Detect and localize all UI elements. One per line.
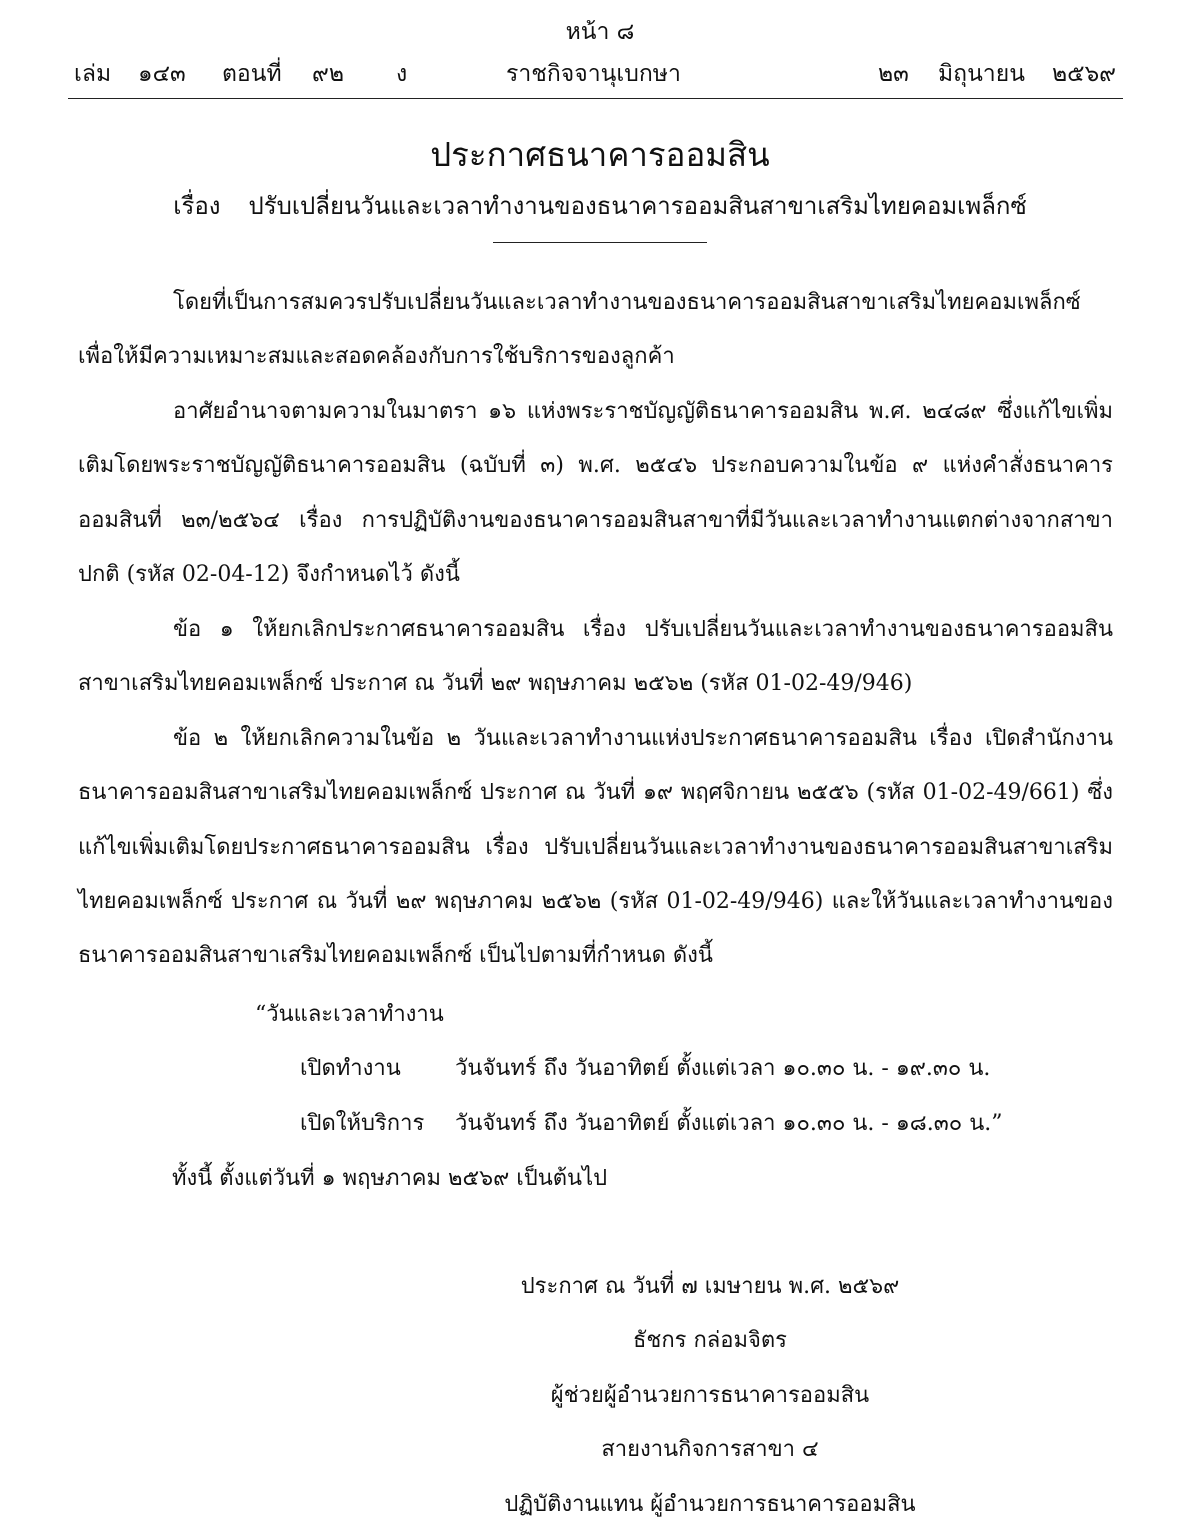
volume-label: เล่ม (74, 61, 112, 87)
paragraph-text: อาศัยอำนาจตามความในมาตรา ๑๖ แห่งพระราชบัญญัติธนาคารออมสิน พ.ศ. ๒๔๘๙ ซึ่งแก้ไขเพิ่มเติมโดยพระราชบัญญัติธนาคารออมสิน (ฉบับที่ ๓) พ.ศ. ๒๕๔๖ ประกอบความในข้อ ๙ แห่งคำสั่งธนาคารออมสินที่ ๒๓/๒๕๖๔ เรื่อง การปฏิบัติงานของธนาคารออมสินสาขาที่มีวันและเวลาทำงานแตกต่างจากสาขาปกติ (รหัส 02-04-12) จึงกำหนดไว้ ดังนี้ (78, 399, 1113, 587)
signatory-acting: ปฏิบัติงานแทน ผู้อำนวยการธนาคารออมสิน (504, 1492, 916, 1517)
paragraph-preamble (78, 276, 1113, 385)
title-divider (493, 242, 707, 243)
paragraph-text: ข้อ ๑ ให้ยกเลิกประกาศธนาคารออมสิน เรื่อง ปรับเปลี่ยนวันและเวลาทำงานของธนาคารออมสินสาขาเสริมไทยคอมเพล็กซ์ ประกาศ ณ วันที่ ๒๙ พฤษภาคม ๒๕๖๒ (รหัส 01-02-49/946) (78, 617, 1113, 697)
section-suffix: ง (396, 61, 408, 87)
paragraph-text: ข้อ ๒ ให้ยกเลิกความในข้อ ๒ วันและเวลาทำงานแห่งประกาศธนาคารออมสิน เรื่อง เปิดสำนักงานธนาคารออมสินสาขาเสริมไทยคอมเพล็กซ์ ประกาศ ณ วันที่ ๑๙ พฤศจิกายน ๒๕๕๖ (รหัส 01-02-49/661) ซึ่งแก้ไขเพิ่มเติมโดยประกาศธนาคารออมสิน เรื่อง ปรับเปลี่ยนวันและเวลาทำงานของธนาคารออมสินสาขาเสริมไทยคอมเพล็กซ์ ประกาศ ณ วันที่ ๒๙ พฤษภาคม ๒๕๖๒ (รหัส 01-02-49/946) และให้วันและเวลาทำงานของธนาคารออมสินสาขาเสริมไทยคอมเพล็กซ์ เป็นไปตามที่กำหนด ดังนี้ (78, 726, 1113, 969)
schedule-row-value: วันจันทร์ ถึง วันอาทิตย์ ตั้งแต่เวลา ๑๐.๓๐ น. - ๑๙.๓๐ น. (455, 1056, 991, 1081)
section-label: ตอนที่ (222, 61, 282, 87)
page-number: หน้า ๘ (565, 19, 635, 45)
header-date-month: มิถุนายน (938, 61, 1025, 87)
document-title: ประกาศธนาคารออมสิน (430, 135, 770, 174)
header-divider (68, 98, 1123, 99)
announcement-date: ประกาศ ณ วันที่ ๗ เมษายน พ.ศ. ๒๕๖๙ (520, 1274, 900, 1299)
signatory-position: ผู้ช่วยผู้อำนวยการธนาคารออมสิน (550, 1383, 870, 1408)
header-date-day: ๒๓ (878, 61, 909, 87)
paragraph-authority (78, 385, 1113, 602)
subject-label: เรื่อง (173, 192, 221, 220)
schedule-row-value: วันจันทร์ ถึง วันอาทิตย์ ตั้งแต่เวลา ๑๐.๓๐ น. - ๑๘.๓๐ น.” (455, 1111, 1003, 1136)
paragraph-text: โดยที่เป็นการสมควรปรับเปลี่ยนวันและเวลาทำงานของธนาคารออมสินสาขาเสริมไทยคอมเพล็กซ์ เพื่อให้มีความเหมาะสมและสอดคล้องกับการใช้บริการของลูกค้า (78, 290, 1081, 370)
schedule-row-label: เปิดทำงาน (300, 1056, 401, 1081)
signatory-unit: สายงานกิจการสาขา ๔ (601, 1437, 819, 1462)
volume-number: ๑๔๓ (138, 61, 186, 87)
paragraph-clause-2 (78, 712, 1113, 983)
signatory-name: ธัชกร กล่อมจิตร (633, 1328, 787, 1353)
gazette-name: ราชกิจจานุเบกษา (506, 61, 681, 87)
paragraph-clause-1 (78, 603, 1113, 712)
section-number: ๙๒ (312, 61, 345, 87)
subject-text: ปรับเปลี่ยนวันและเวลาทำงานของธนาคารออมสินสาขาเสริมไทยคอมเพล็กซ์ (248, 192, 1027, 220)
effective-date-line: ทั้งนี้ ตั้งแต่วันที่ ๑ พฤษภาคม ๒๕๖๙ เป็นต้นไป (172, 1166, 608, 1191)
schedule-row-label: เปิดให้บริการ (300, 1111, 425, 1136)
schedule-heading: “วันและเวลาทำงาน (255, 1002, 444, 1027)
document-subject (0, 186, 1200, 225)
header-date-year: ๒๕๖๙ (1052, 61, 1117, 87)
